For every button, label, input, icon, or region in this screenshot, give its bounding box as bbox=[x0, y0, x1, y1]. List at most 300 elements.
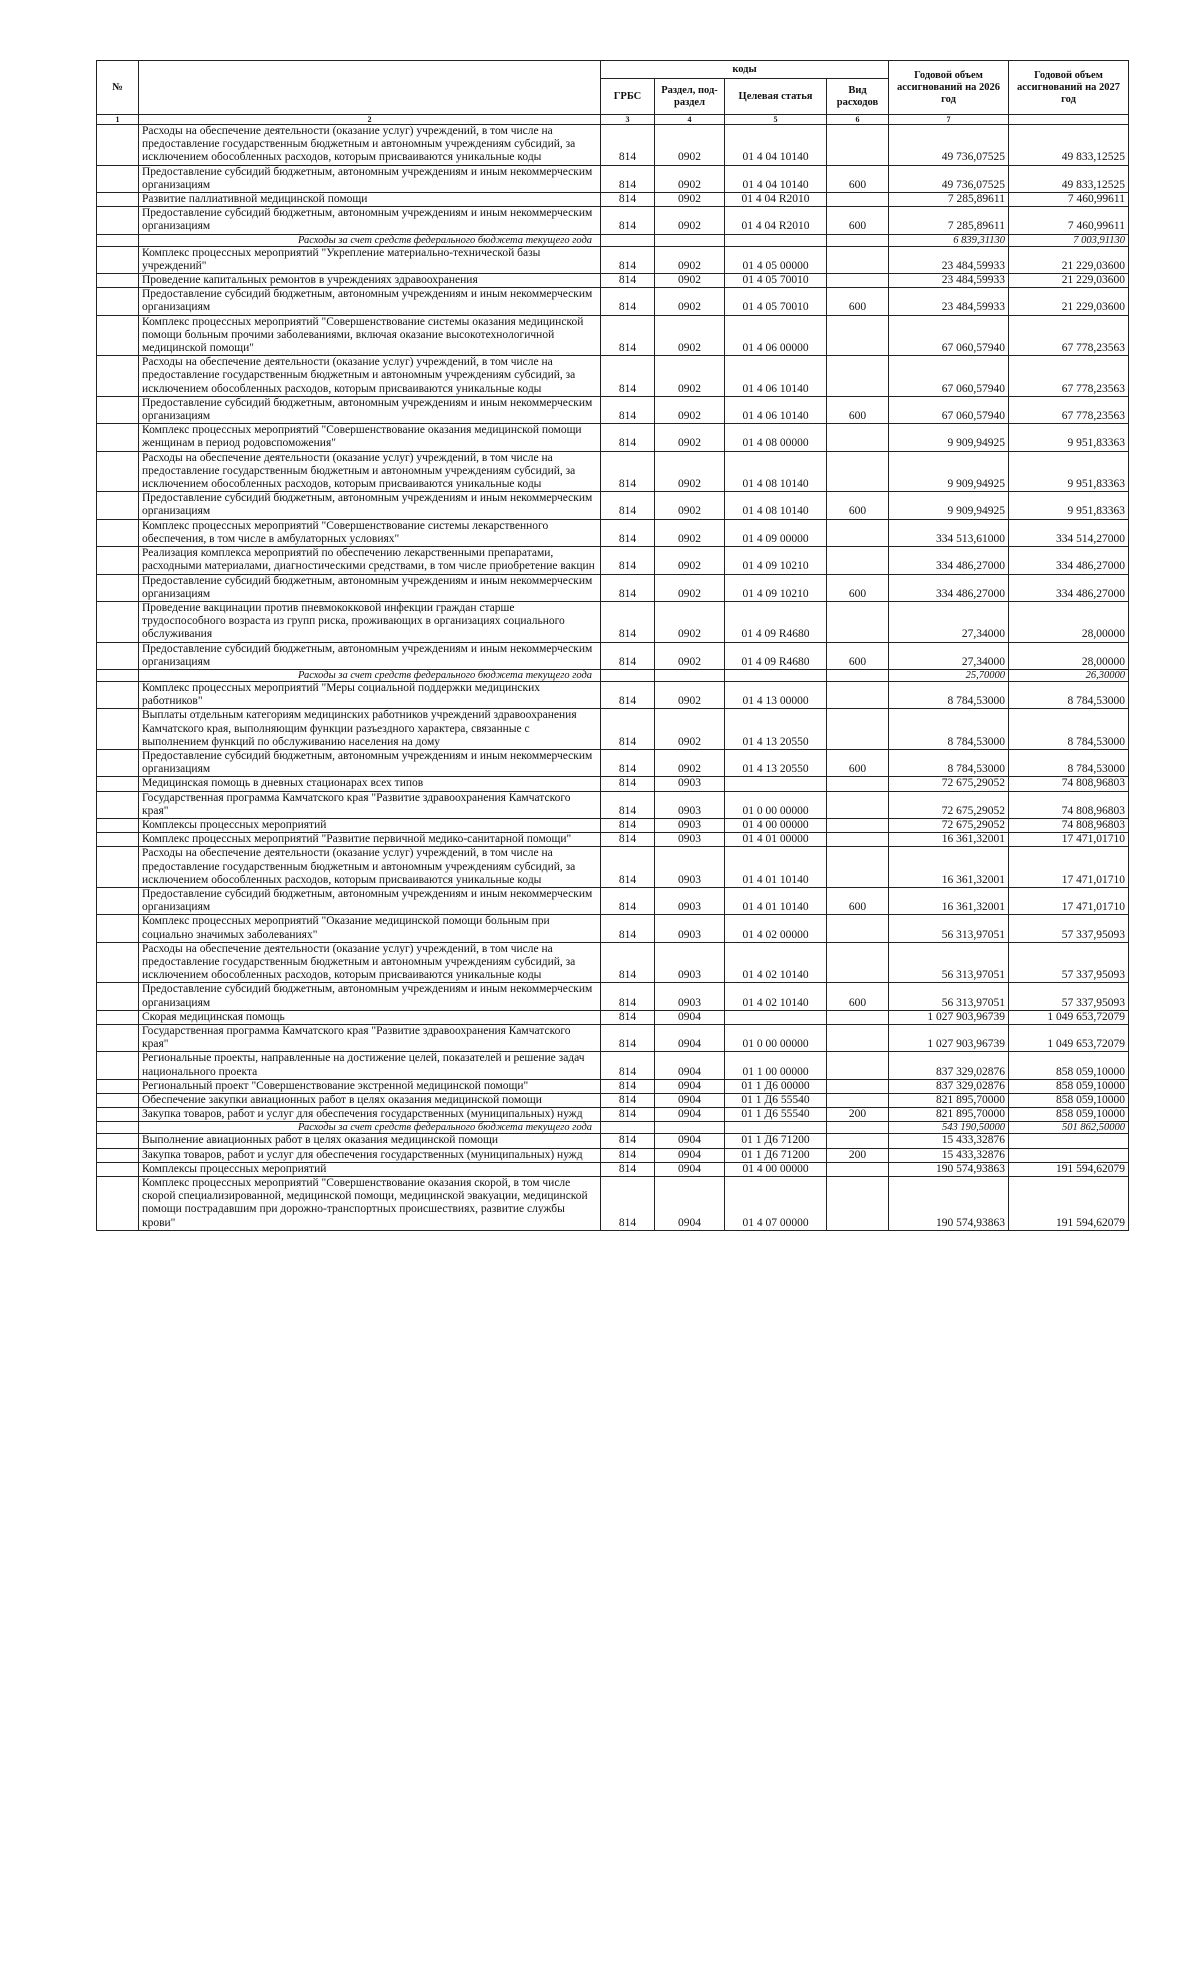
cell-cs: 01 4 08 10140 bbox=[725, 451, 827, 492]
cell-rz: 0902 bbox=[655, 288, 725, 315]
cell-rz: 0903 bbox=[655, 942, 725, 983]
cell-rz: 0902 bbox=[655, 207, 725, 234]
cell-grbs: 814 bbox=[601, 749, 655, 776]
cell-vr bbox=[827, 818, 889, 832]
cell-vr: 600 bbox=[827, 887, 889, 914]
cell-y2: 7 003,91130 bbox=[1009, 234, 1129, 246]
table-row bbox=[97, 681, 1129, 708]
cell-vr bbox=[827, 1079, 889, 1093]
header-grbs: ГРБС bbox=[601, 79, 655, 115]
cell-grbs: 814 bbox=[601, 601, 655, 642]
cell-grbs: 814 bbox=[601, 847, 655, 888]
cell-no bbox=[97, 1025, 139, 1052]
cell-no bbox=[97, 1134, 139, 1148]
cell-y1: 56 313,97051 bbox=[889, 942, 1009, 983]
header-razdel: Раздел, под-раздел bbox=[655, 79, 725, 115]
cell-rz bbox=[655, 234, 725, 246]
cell-grbs: 814 bbox=[601, 1079, 655, 1093]
cell-no bbox=[97, 983, 139, 1010]
cell-rz: 0904 bbox=[655, 1108, 725, 1122]
cell-cs: 01 4 04 R2010 bbox=[725, 207, 827, 234]
table-row bbox=[97, 777, 1129, 791]
cell-vr bbox=[827, 274, 889, 288]
cell-cs: 01 4 09 00000 bbox=[725, 519, 827, 546]
cell-rz: 0902 bbox=[655, 492, 725, 519]
table-row bbox=[97, 519, 1129, 546]
cell-no bbox=[97, 246, 139, 273]
cell-rz: 0903 bbox=[655, 887, 725, 914]
cell-grbs: 814 bbox=[601, 681, 655, 708]
cell-rz: 0902 bbox=[655, 356, 725, 397]
cell-cs: 01 4 04 R2010 bbox=[725, 193, 827, 207]
cell-grbs: 814 bbox=[601, 193, 655, 207]
cell-vr bbox=[827, 1010, 889, 1024]
cell-vr: 200 bbox=[827, 1148, 889, 1162]
cell-y2: 334 486,27000 bbox=[1009, 547, 1129, 574]
header-vid: Вид расходов bbox=[827, 79, 889, 115]
cell-y2: 858 059,10000 bbox=[1009, 1052, 1129, 1079]
cell-name: Выплаты отдельным категориям медицинских работников учреждений здравоохранения Камчатского края, выполняющим функции разъездного характера, связанные с выполнением функций по обслуживанию населения на дому bbox=[139, 709, 601, 750]
cell-y2: 28,00000 bbox=[1009, 642, 1129, 669]
table-row bbox=[97, 749, 1129, 776]
cell-rz: 0903 bbox=[655, 818, 725, 832]
cell-y1: 15 433,32876 bbox=[889, 1134, 1009, 1148]
cell-y1: 27,34000 bbox=[889, 642, 1009, 669]
cell-grbs: 814 bbox=[601, 1010, 655, 1024]
cell-no bbox=[97, 125, 139, 166]
federal-budget-row bbox=[97, 234, 1129, 246]
cell-no bbox=[97, 709, 139, 750]
cell-name: Региональные проекты, направленные на достижение целей, показателей и решение задач национального проекта bbox=[139, 1052, 601, 1079]
cell-rz: 0902 bbox=[655, 125, 725, 166]
table-row bbox=[97, 1094, 1129, 1108]
cell-cs: 01 4 02 00000 bbox=[725, 915, 827, 942]
cell-y1: 23 484,59933 bbox=[889, 246, 1009, 273]
cell-rz: 0902 bbox=[655, 165, 725, 192]
cell-cs: 01 4 06 10140 bbox=[725, 396, 827, 423]
header-target: Целевая статья bbox=[725, 79, 827, 115]
cell-rz: 0902 bbox=[655, 246, 725, 273]
cell-name: Расходы за счет средств федерального бюджета текущего года bbox=[139, 1122, 601, 1134]
cell-no bbox=[97, 1148, 139, 1162]
cell-no bbox=[97, 601, 139, 642]
cell-rz: 0903 bbox=[655, 847, 725, 888]
cell-rz: 0904 bbox=[655, 1177, 725, 1231]
cell-name: Региональный проект "Совершенствование экстренной медицинской помощи" bbox=[139, 1079, 601, 1093]
cell-y2: 191 594,62079 bbox=[1009, 1177, 1129, 1231]
cell-vr: 600 bbox=[827, 983, 889, 1010]
table-row bbox=[97, 424, 1129, 451]
cell-rz: 0902 bbox=[655, 601, 725, 642]
cell-name: Реализация комплекса мероприятий по обеспечению лекарственными препаратами, расходными материалами, диагностическими средствами, в том числе приобретение вакцин bbox=[139, 547, 601, 574]
cell-y1: 334 486,27000 bbox=[889, 547, 1009, 574]
cell-vr bbox=[827, 669, 889, 681]
table-row bbox=[97, 1162, 1129, 1176]
cell-grbs bbox=[601, 234, 655, 246]
cell-y2: 1 049 653,72079 bbox=[1009, 1025, 1129, 1052]
cell-cs: 01 4 08 10140 bbox=[725, 492, 827, 519]
cell-cs: 01 0 00 00000 bbox=[725, 791, 827, 818]
cell-no bbox=[97, 1177, 139, 1231]
cell-cs: 01 4 02 10140 bbox=[725, 983, 827, 1010]
cell-vr bbox=[827, 915, 889, 942]
cell-y2: 21 229,03600 bbox=[1009, 246, 1129, 273]
cell-y2 bbox=[1009, 1148, 1129, 1162]
cell-rz: 0903 bbox=[655, 791, 725, 818]
cell-grbs: 814 bbox=[601, 1148, 655, 1162]
table-row bbox=[97, 1010, 1129, 1024]
header-codes: коды bbox=[601, 61, 889, 79]
cell-grbs: 814 bbox=[601, 791, 655, 818]
cell-no bbox=[97, 1052, 139, 1079]
cell-name: Закупка товаров, работ и услуг для обеспечения государственных (муниципальных) нужд bbox=[139, 1108, 601, 1122]
cell-rz: 0902 bbox=[655, 642, 725, 669]
cell-name: Расходы на обеспечение деятельности (оказание услуг) учреждений, в том числе на предоставление государственным бюджетным и автономным учреждениям субсидий, за исключением обособленных расходов, которым присваиваются уникальные коды bbox=[139, 847, 601, 888]
cell-name: Расходы на обеспечение деятельности (оказание услуг) учреждений, в том числе на предоставление государственным бюджетным и автономным учреждениям субсидий, за исключением обособленных расходов, которым присваиваются уникальные коды bbox=[139, 451, 601, 492]
cell-no bbox=[97, 642, 139, 669]
cell-cs: 01 4 05 00000 bbox=[725, 246, 827, 273]
cell-cs: 01 4 05 70010 bbox=[725, 288, 827, 315]
cell-rz: 0902 bbox=[655, 274, 725, 288]
cell-no bbox=[97, 315, 139, 356]
cell-name: Предоставление субсидий бюджетным, автономным учреждениям и иным некоммерческим организациям bbox=[139, 983, 601, 1010]
cell-grbs: 814 bbox=[601, 492, 655, 519]
cell-vr: 600 bbox=[827, 574, 889, 601]
cell-y2: 191 594,62079 bbox=[1009, 1162, 1129, 1176]
cell-grbs: 814 bbox=[601, 833, 655, 847]
cell-rz: 0902 bbox=[655, 749, 725, 776]
cell-cs bbox=[725, 1010, 827, 1024]
cell-y2: 74 808,96803 bbox=[1009, 777, 1129, 791]
cell-cs: 01 4 01 10140 bbox=[725, 887, 827, 914]
colnum-8 bbox=[1009, 115, 1129, 125]
cell-y1: 27,34000 bbox=[889, 601, 1009, 642]
cell-name: Комплексы процессных мероприятий bbox=[139, 1162, 601, 1176]
cell-vr: 600 bbox=[827, 288, 889, 315]
cell-cs: 01 4 00 00000 bbox=[725, 818, 827, 832]
cell-no bbox=[97, 234, 139, 246]
cell-name: Предоставление субсидий бюджетным, автономным учреждениям и иным некоммерческим организациям bbox=[139, 887, 601, 914]
cell-y1: 837 329,02876 bbox=[889, 1052, 1009, 1079]
cell-y1: 72 675,29052 bbox=[889, 777, 1009, 791]
cell-y2: 74 808,96803 bbox=[1009, 791, 1129, 818]
cell-no bbox=[97, 492, 139, 519]
cell-vr bbox=[827, 519, 889, 546]
cell-y2: 9 951,83363 bbox=[1009, 424, 1129, 451]
cell-name: Проведение капитальных ремонтов в учреждениях здравоохранения bbox=[139, 274, 601, 288]
cell-y2: 67 778,23563 bbox=[1009, 356, 1129, 397]
cell-grbs: 814 bbox=[601, 642, 655, 669]
cell-rz: 0902 bbox=[655, 451, 725, 492]
federal-budget-row bbox=[97, 1122, 1129, 1134]
cell-y1: 16 361,32001 bbox=[889, 833, 1009, 847]
cell-y2: 28,00000 bbox=[1009, 601, 1129, 642]
cell-grbs bbox=[601, 1122, 655, 1134]
colnum-5: 5 bbox=[725, 115, 827, 125]
cell-no bbox=[97, 669, 139, 681]
column-number-row bbox=[97, 115, 1129, 125]
cell-y2 bbox=[1009, 1134, 1129, 1148]
cell-rz: 0903 bbox=[655, 915, 725, 942]
cell-name: Комплекс процессных мероприятий "Совершенствование оказания медицинской помощи женщинам в период родовспоможения" bbox=[139, 424, 601, 451]
cell-vr bbox=[827, 125, 889, 166]
table-row bbox=[97, 492, 1129, 519]
cell-vr bbox=[827, 1025, 889, 1052]
cell-y1: 9 909,94925 bbox=[889, 492, 1009, 519]
cell-vr bbox=[827, 547, 889, 574]
cell-y1: 67 060,57940 bbox=[889, 356, 1009, 397]
cell-y1: 8 784,53000 bbox=[889, 681, 1009, 708]
cell-name: Скорая медицинская помощь bbox=[139, 1010, 601, 1024]
cell-y1: 334 486,27000 bbox=[889, 574, 1009, 601]
cell-vr bbox=[827, 681, 889, 708]
cell-name: Комплекс процессных мероприятий "Оказание медицинской помощи больным при социально значимых заболеваниях" bbox=[139, 915, 601, 942]
table-row bbox=[97, 642, 1129, 669]
cell-y2: 858 059,10000 bbox=[1009, 1094, 1129, 1108]
table-row bbox=[97, 818, 1129, 832]
cell-no bbox=[97, 547, 139, 574]
cell-y1: 23 484,59933 bbox=[889, 274, 1009, 288]
cell-y1: 190 574,93863 bbox=[889, 1162, 1009, 1176]
cell-vr bbox=[827, 193, 889, 207]
cell-vr bbox=[827, 833, 889, 847]
cell-y1: 6 839,31130 bbox=[889, 234, 1009, 246]
cell-vr bbox=[827, 356, 889, 397]
table-row bbox=[97, 942, 1129, 983]
cell-no bbox=[97, 1079, 139, 1093]
cell-no bbox=[97, 1094, 139, 1108]
cell-cs: 01 4 05 70010 bbox=[725, 274, 827, 288]
cell-y1: 1 027 903,96739 bbox=[889, 1025, 1009, 1052]
cell-y1: 9 909,94925 bbox=[889, 451, 1009, 492]
cell-grbs: 814 bbox=[601, 315, 655, 356]
cell-grbs: 814 bbox=[601, 1108, 655, 1122]
table-row bbox=[97, 547, 1129, 574]
cell-no bbox=[97, 942, 139, 983]
budget-rows bbox=[97, 125, 1129, 1231]
cell-name: Расходы за счет средств федерального бюджета текущего года bbox=[139, 669, 601, 681]
cell-y1: 821 895,70000 bbox=[889, 1108, 1009, 1122]
cell-name: Комплекс процессных мероприятий "Совершенствование системы оказания медицинской помощи больным прочими заболеваниями, включая оказание высокотехнологичной медицинской помощи" bbox=[139, 315, 601, 356]
cell-y2: 74 808,96803 bbox=[1009, 818, 1129, 832]
cell-rz: 0903 bbox=[655, 833, 725, 847]
table-row bbox=[97, 315, 1129, 356]
cell-no bbox=[97, 165, 139, 192]
cell-y1: 16 361,32001 bbox=[889, 847, 1009, 888]
table-row bbox=[97, 983, 1129, 1010]
cell-cs: 01 4 06 00000 bbox=[725, 315, 827, 356]
cell-no bbox=[97, 274, 139, 288]
table-row bbox=[97, 601, 1129, 642]
cell-vr bbox=[827, 1162, 889, 1176]
cell-name: Предоставление субсидий бюджетным, автономным учреждениям и иным некоммерческим организациям bbox=[139, 642, 601, 669]
cell-grbs: 814 bbox=[601, 246, 655, 273]
cell-y2: 9 951,83363 bbox=[1009, 492, 1129, 519]
cell-name: Расходы за счет средств федерального бюджета текущего года bbox=[139, 234, 601, 246]
colnum-3: 3 bbox=[601, 115, 655, 125]
cell-name: Расходы на обеспечение деятельности (оказание услуг) учреждений, в том числе на предоставление государственным бюджетным и автономным учреждениям субсидий, за исключением обособленных расходов, которым присваиваются уникальные коды bbox=[139, 942, 601, 983]
cell-name: Предоставление субсидий бюджетным, автономным учреждениям и иным некоммерческим организациям bbox=[139, 165, 601, 192]
table-row bbox=[97, 246, 1129, 273]
cell-y2: 8 784,53000 bbox=[1009, 749, 1129, 776]
table-row bbox=[97, 125, 1129, 166]
cell-rz: 0902 bbox=[655, 193, 725, 207]
cell-y1: 7 285,89611 bbox=[889, 207, 1009, 234]
cell-y1: 837 329,02876 bbox=[889, 1079, 1009, 1093]
cell-no bbox=[97, 833, 139, 847]
cell-grbs: 814 bbox=[601, 942, 655, 983]
cell-vr bbox=[827, 246, 889, 273]
cell-name: Выполнение авиационных работ в целях оказания медицинской помощи bbox=[139, 1134, 601, 1148]
header-name bbox=[139, 61, 601, 115]
cell-grbs: 814 bbox=[601, 274, 655, 288]
colnum-1: 1 bbox=[97, 115, 139, 125]
cell-grbs: 814 bbox=[601, 207, 655, 234]
table-row bbox=[97, 207, 1129, 234]
cell-cs: 01 4 04 10140 bbox=[725, 125, 827, 166]
table-row bbox=[97, 1134, 1129, 1148]
table-row bbox=[97, 887, 1129, 914]
cell-y1: 334 513,61000 bbox=[889, 519, 1009, 546]
cell-y1: 8 784,53000 bbox=[889, 749, 1009, 776]
cell-grbs: 814 bbox=[601, 519, 655, 546]
cell-y2: 49 833,12525 bbox=[1009, 165, 1129, 192]
cell-grbs: 814 bbox=[601, 818, 655, 832]
cell-name: Предоставление субсидий бюджетным, автономным учреждениям и иным некоммерческим организациям bbox=[139, 288, 601, 315]
cell-no bbox=[97, 777, 139, 791]
cell-grbs: 814 bbox=[601, 1094, 655, 1108]
cell-y2: 8 784,53000 bbox=[1009, 681, 1129, 708]
cell-grbs: 814 bbox=[601, 915, 655, 942]
cell-name: Комплекс процессных мероприятий "Развитие первичной медико-санитарной помощи" bbox=[139, 833, 601, 847]
cell-rz: 0902 bbox=[655, 547, 725, 574]
cell-no bbox=[97, 288, 139, 315]
cell-vr bbox=[827, 791, 889, 818]
cell-vr bbox=[827, 1122, 889, 1134]
cell-name: Предоставление субсидий бюджетным, автономным учреждениям и иным некоммерческим организациям bbox=[139, 492, 601, 519]
cell-vr bbox=[827, 234, 889, 246]
table-row bbox=[97, 1148, 1129, 1162]
cell-y2: 334 486,27000 bbox=[1009, 574, 1129, 601]
cell-y2: 17 471,01710 bbox=[1009, 833, 1129, 847]
cell-y2: 7 460,99611 bbox=[1009, 207, 1129, 234]
cell-vr bbox=[827, 847, 889, 888]
cell-cs bbox=[725, 669, 827, 681]
cell-cs: 01 4 01 10140 bbox=[725, 847, 827, 888]
cell-cs: 01 4 02 10140 bbox=[725, 942, 827, 983]
cell-grbs bbox=[601, 669, 655, 681]
cell-name: Проведение вакцинации против пневмококковой инфекции граждан старше трудоспособного возраста из групп риска, проживающих в организациях социального обслуживания bbox=[139, 601, 601, 642]
cell-cs: 01 4 13 20550 bbox=[725, 709, 827, 750]
cell-grbs: 814 bbox=[601, 451, 655, 492]
cell-y1: 72 675,29052 bbox=[889, 818, 1009, 832]
cell-grbs: 814 bbox=[601, 1177, 655, 1231]
cell-y1: 72 675,29052 bbox=[889, 791, 1009, 818]
cell-vr bbox=[827, 315, 889, 356]
cell-no bbox=[97, 519, 139, 546]
cell-rz: 0904 bbox=[655, 1010, 725, 1024]
cell-cs: 01 4 06 10140 bbox=[725, 356, 827, 397]
cell-grbs: 814 bbox=[601, 1162, 655, 1176]
federal-budget-row bbox=[97, 669, 1129, 681]
table-row bbox=[97, 356, 1129, 397]
cell-y2: 8 784,53000 bbox=[1009, 709, 1129, 750]
cell-name: Расходы на обеспечение деятельности (оказание услуг) учреждений, в том числе на предоставление государственным бюджетным и автономным учреждениям субсидий, за исключением обособленных расходов, которым присваиваются уникальные коды bbox=[139, 356, 601, 397]
table-row bbox=[97, 451, 1129, 492]
cell-name: Предоставление субсидий бюджетным, автономным учреждениям и иным некоммерческим организациям bbox=[139, 574, 601, 601]
table-row bbox=[97, 1079, 1129, 1093]
cell-no bbox=[97, 681, 139, 708]
budget-table-page bbox=[96, 60, 1128, 1231]
cell-cs: 01 1 00 00000 bbox=[725, 1052, 827, 1079]
cell-name: Комплекс процессных мероприятий "Меры социальной поддержки медицинских работников" bbox=[139, 681, 601, 708]
cell-cs: 01 4 01 00000 bbox=[725, 833, 827, 847]
cell-y2: 1 049 653,72079 bbox=[1009, 1010, 1129, 1024]
cell-y2: 57 337,95093 bbox=[1009, 983, 1129, 1010]
cell-no bbox=[97, 574, 139, 601]
cell-vr: 600 bbox=[827, 749, 889, 776]
cell-rz bbox=[655, 1122, 725, 1134]
cell-grbs: 814 bbox=[601, 288, 655, 315]
cell-y1: 543 190,50000 bbox=[889, 1122, 1009, 1134]
cell-rz: 0904 bbox=[655, 1162, 725, 1176]
cell-vr bbox=[827, 1177, 889, 1231]
cell-cs: 01 4 08 00000 bbox=[725, 424, 827, 451]
cell-grbs: 814 bbox=[601, 1025, 655, 1052]
cell-name: Предоставление субсидий бюджетным, автономным учреждениям и иным некоммерческим организациям bbox=[139, 749, 601, 776]
cell-vr: 600 bbox=[827, 207, 889, 234]
cell-no bbox=[97, 193, 139, 207]
cell-y1: 56 313,97051 bbox=[889, 915, 1009, 942]
cell-name: Предоставление субсидий бюджетным, автономным учреждениям и иным некоммерческим организациям bbox=[139, 396, 601, 423]
cell-name: Комплекс процессных мероприятий "Совершенствование системы лекарственного обеспечения, в том числе в амбулаторных условиях" bbox=[139, 519, 601, 546]
cell-y1: 190 574,93863 bbox=[889, 1177, 1009, 1231]
cell-cs bbox=[725, 777, 827, 791]
cell-name: Закупка товаров, работ и услуг для обеспечения государственных (муниципальных) нужд bbox=[139, 1148, 601, 1162]
cell-cs: 01 4 09 10210 bbox=[725, 547, 827, 574]
cell-vr: 600 bbox=[827, 642, 889, 669]
cell-vr bbox=[827, 424, 889, 451]
cell-cs bbox=[725, 234, 827, 246]
cell-y2: 17 471,01710 bbox=[1009, 887, 1129, 914]
cell-name: Развитие паллиативной медицинской помощи bbox=[139, 193, 601, 207]
cell-no bbox=[97, 847, 139, 888]
cell-vr: 600 bbox=[827, 396, 889, 423]
cell-grbs: 814 bbox=[601, 983, 655, 1010]
cell-vr bbox=[827, 942, 889, 983]
colnum-7: 7 bbox=[889, 115, 1009, 125]
cell-cs: 01 1 Д6 71200 bbox=[725, 1134, 827, 1148]
cell-vr: 200 bbox=[827, 1108, 889, 1122]
cell-grbs: 814 bbox=[601, 887, 655, 914]
cell-y2: 67 778,23563 bbox=[1009, 315, 1129, 356]
cell-cs: 01 4 13 20550 bbox=[725, 749, 827, 776]
cell-y2: 501 862,50000 bbox=[1009, 1122, 1129, 1134]
cell-cs: 01 4 09 10210 bbox=[725, 574, 827, 601]
table-row bbox=[97, 165, 1129, 192]
cell-grbs: 814 bbox=[601, 547, 655, 574]
cell-y1: 67 060,57940 bbox=[889, 396, 1009, 423]
cell-grbs: 814 bbox=[601, 574, 655, 601]
cell-rz: 0904 bbox=[655, 1134, 725, 1148]
cell-y2: 49 833,12525 bbox=[1009, 125, 1129, 166]
cell-rz bbox=[655, 669, 725, 681]
cell-cs: 01 1 Д6 71200 bbox=[725, 1148, 827, 1162]
cell-y1: 49 736,07525 bbox=[889, 165, 1009, 192]
colnum-2: 2 bbox=[139, 115, 601, 125]
table-row bbox=[97, 274, 1129, 288]
cell-name: Предоставление субсидий бюджетным, автономным учреждениям и иным некоммерческим организациям bbox=[139, 207, 601, 234]
